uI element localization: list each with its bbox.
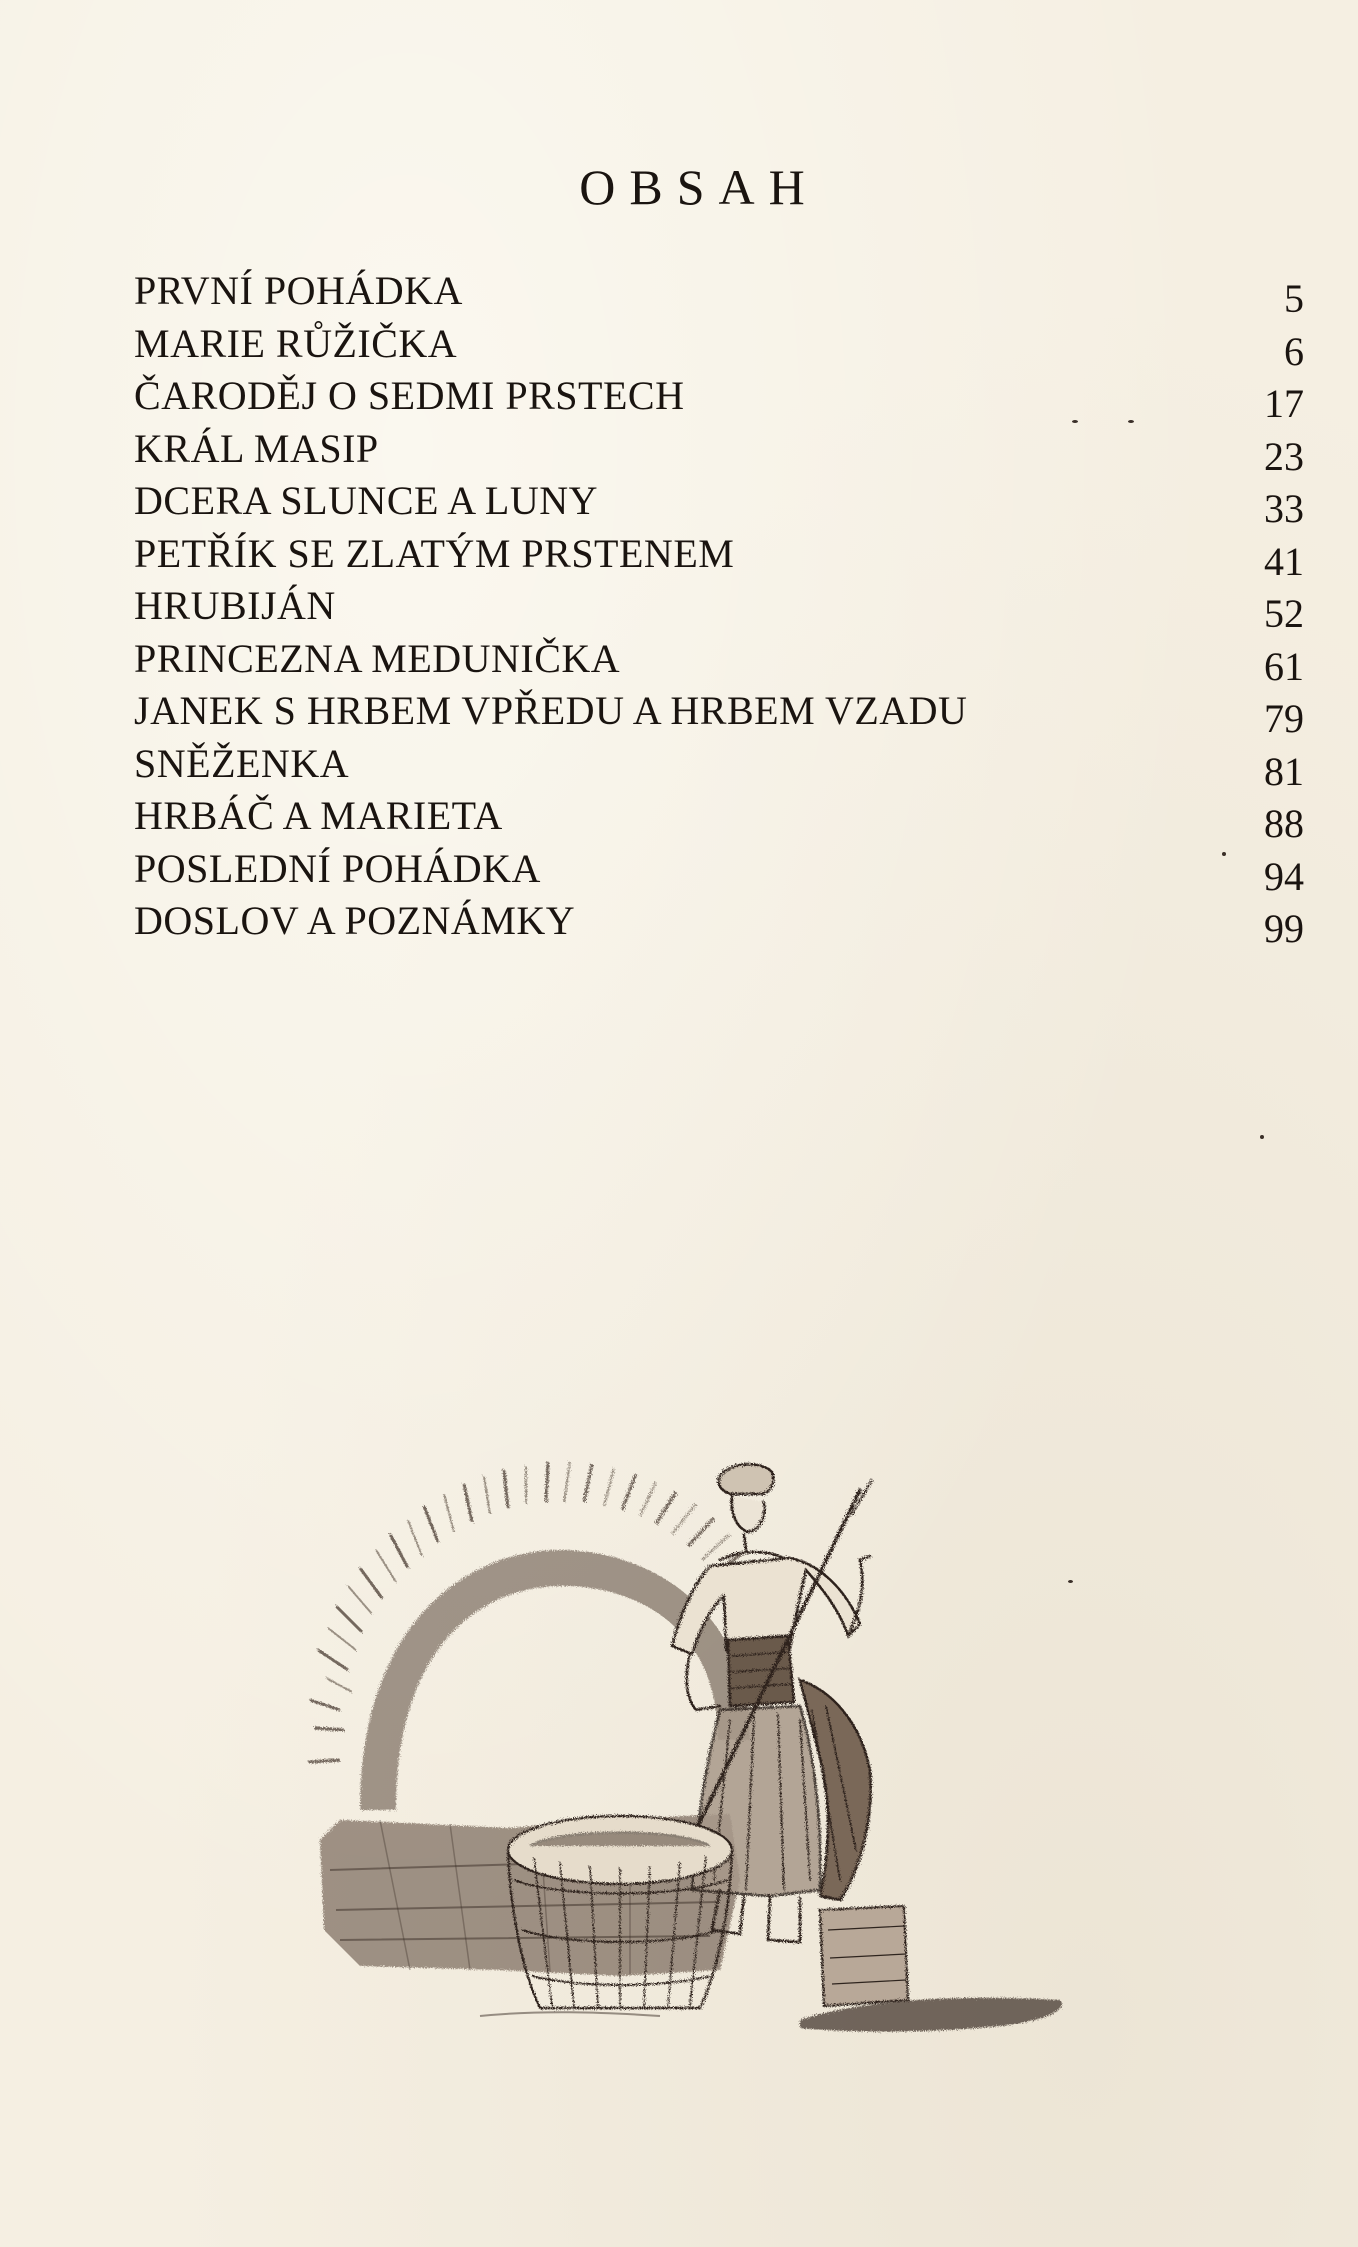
toc-entry-page: 61 bbox=[1264, 643, 1304, 689]
toc-entry-page: 6 bbox=[1284, 328, 1304, 374]
toc-entry-title: HRUBIJÁN bbox=[134, 583, 336, 628]
toc-entry bbox=[134, 475, 1304, 531]
toc-entry bbox=[134, 580, 1304, 636]
toc-entry-title: DCERA SLUNCE A LUNY bbox=[134, 478, 598, 523]
toc-entry bbox=[134, 738, 1304, 794]
toc-entry-page: 79 bbox=[1264, 696, 1304, 741]
toc-entry bbox=[134, 633, 1304, 689]
print-speck bbox=[1128, 420, 1134, 423]
toc-entry bbox=[134, 318, 1304, 374]
toc-entry-page: 41 bbox=[1264, 538, 1304, 584]
toc-entry bbox=[134, 423, 1304, 479]
print-speck bbox=[1260, 1135, 1264, 1139]
toc-entry-title: PRVNÍ POHÁDKA bbox=[134, 268, 463, 313]
toc-entry-page: 33 bbox=[1264, 486, 1304, 531]
print-speck bbox=[1222, 852, 1226, 856]
toc-entry bbox=[134, 528, 1304, 584]
illustration-woman-at-washtub bbox=[300, 1410, 1120, 2050]
toc-entry-page: 23 bbox=[1264, 433, 1304, 479]
toc-entry-title: HRBÁČ A MARIETA bbox=[134, 793, 503, 838]
toc-entry-title: JANEK S HRBEM VPŘEDU A HRBEM VZADU bbox=[134, 688, 968, 733]
toc-entry-page: 88 bbox=[1264, 801, 1304, 846]
toc-entry bbox=[134, 895, 1304, 951]
toc-entry-page: 94 bbox=[1264, 853, 1304, 899]
toc-entry-page: 81 bbox=[1264, 748, 1304, 794]
toc-entry bbox=[134, 843, 1304, 899]
toc-entry-title: KRÁL MASIP bbox=[134, 425, 379, 471]
toc-entry bbox=[134, 790, 1304, 846]
toc-entry bbox=[134, 370, 1304, 426]
toc-entry bbox=[134, 685, 1304, 741]
toc-entry-title: ČARODĚJ O SEDMI PRSTECH bbox=[134, 373, 685, 418]
table-of-contents bbox=[134, 265, 1304, 951]
toc-entry-page: 99 bbox=[1264, 906, 1304, 951]
toc-entry-title: DOSLOV A POZNÁMKY bbox=[134, 898, 576, 943]
toc-entry-title: SNĚŽENKA bbox=[134, 740, 350, 786]
toc-entry-title: POSLEDNÍ POHÁDKA bbox=[134, 845, 541, 891]
toc-entry-page: 52 bbox=[1264, 591, 1304, 636]
print-speck bbox=[1072, 420, 1078, 423]
arch-band bbox=[360, 1550, 750, 1810]
toc-entry-page: 17 bbox=[1264, 381, 1304, 426]
toc-entry-page: 5 bbox=[1284, 276, 1304, 321]
toc-entry bbox=[134, 265, 1304, 321]
page-heading: OBSAH bbox=[579, 159, 819, 215]
toc-entry-title: PETŘÍK SE ZLATÝM PRSTENEM bbox=[134, 530, 735, 576]
toc-entry-title: PRINCEZNA MEDUNIČKA bbox=[134, 635, 621, 681]
toc-entry-title: MARIE RŮŽIČKA bbox=[134, 320, 458, 366]
